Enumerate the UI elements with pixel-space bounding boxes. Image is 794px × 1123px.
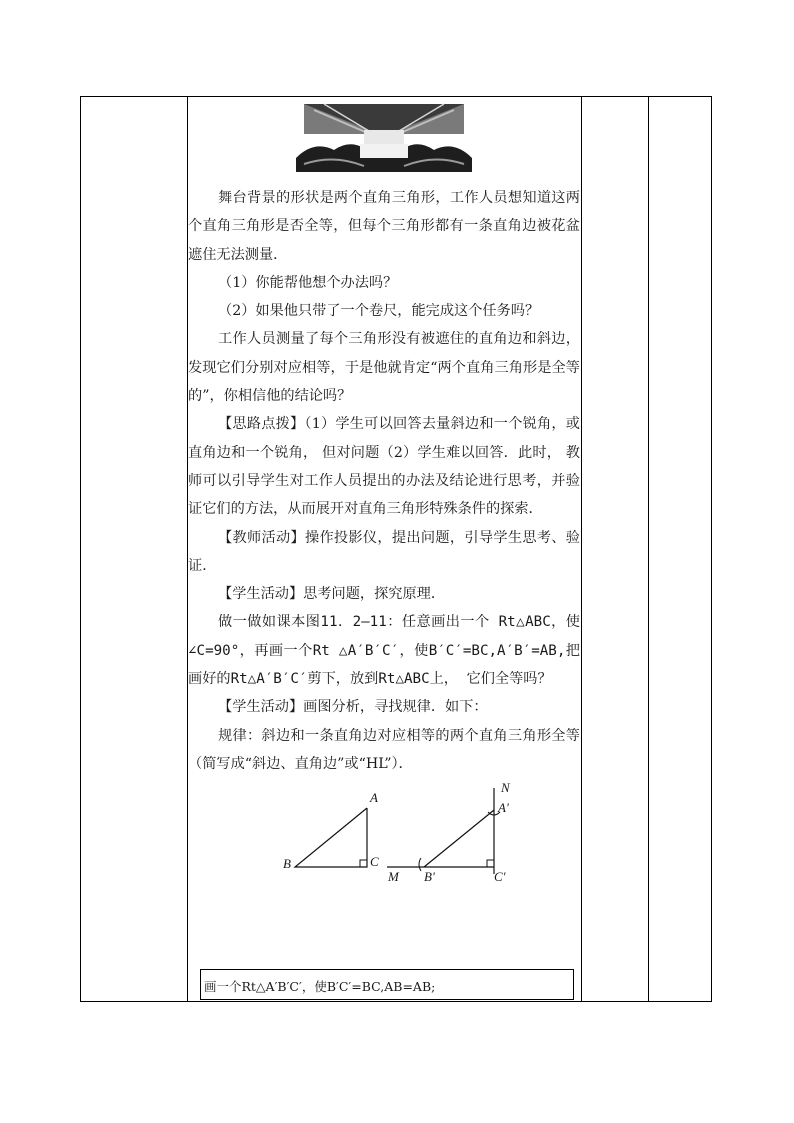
- label-a-prime: A': [498, 800, 509, 816]
- paragraph-try-it: 做一做如课本图11．2—11：任意画出一个 Rt△ABC，使∠C=90°，再画一个Rt △A′B′C′，使B′C′=BC,A′B′=AB,把画好的Rt△A′B′C′剪下，放到Rt△ABC上， 它们全等吗？: [188, 614, 580, 688]
- paragraph-student-activity-2: 【学生活动】画图分析，寻找规律．如下：: [218, 699, 488, 716]
- hypotenuse-a-prime-b-prime: [424, 810, 494, 867]
- label-c-prime: C': [494, 869, 506, 885]
- label-c: C: [370, 854, 379, 870]
- label-b-prime: B': [424, 869, 435, 885]
- paragraph-rule-hl: 规律：斜边和一条直角边对应相等的两个直角三角形全等（简写成“斜边、直角边”或“HL”）．: [188, 727, 580, 772]
- paragraph-question-1: （1）你能帮他想个办法吗？: [218, 274, 398, 291]
- label-b: B: [283, 856, 291, 872]
- lesson-content: [188, 100, 580, 886]
- column-divider: [648, 96, 649, 1002]
- paragraph-hint: 【思路点拨】（1）学生可以回答去量斜边和一个锐角，或直角边和一个锐角， 但对问题（2）学生难以回答．此时， 教师可以引导学生对工作人员提出的办法及结论进行思考，并验证它们的方法，从而展开对直角三角形特殊条件的探索．: [188, 416, 580, 518]
- paragraph-student-activity-1: 【学生活动】思考问题，探究原理．: [218, 586, 446, 603]
- construction-step-text: 画一个Rt△A′B′C′，使B′C′=BC,AB=AB;: [204, 979, 436, 994]
- triangle-figure: [188, 780, 580, 886]
- paragraph-stage-question: 舞台背景的形状是两个直角三角形，工作人员想知道这两个直角三角形是否全等，但每个三角形都有一条直角边被花盆遮住无法测量．: [188, 190, 580, 263]
- triangle-diagram: [188, 788, 580, 886]
- arc-mark-b-prime: [419, 858, 421, 871]
- right-angle-mark-c: [360, 860, 367, 867]
- paragraph-question-2: （2）如果他只带了一个卷尺，能完成这个任务吗？: [218, 303, 540, 320]
- stage-photo: [294, 100, 474, 172]
- label-a: A: [370, 790, 378, 806]
- column-divider: [581, 96, 582, 1002]
- paragraph-measurement: 工作人员测量了每个三角形没有被遮住的直角边和斜边，发现它们分别对应相等，于是他就肯定“两个直角三角形是全等的”，你相信他的结论吗？: [188, 331, 580, 405]
- right-angle-mark-c-prime: [487, 860, 494, 867]
- paragraph-teacher-activity: 【教师活动】操作投影仪，提出问题，引导学生思考、验证．: [188, 529, 580, 574]
- construction-step-box: [200, 969, 574, 1000]
- triangle-abc: [295, 808, 367, 867]
- label-n: N: [501, 780, 510, 796]
- label-m: M: [388, 869, 399, 885]
